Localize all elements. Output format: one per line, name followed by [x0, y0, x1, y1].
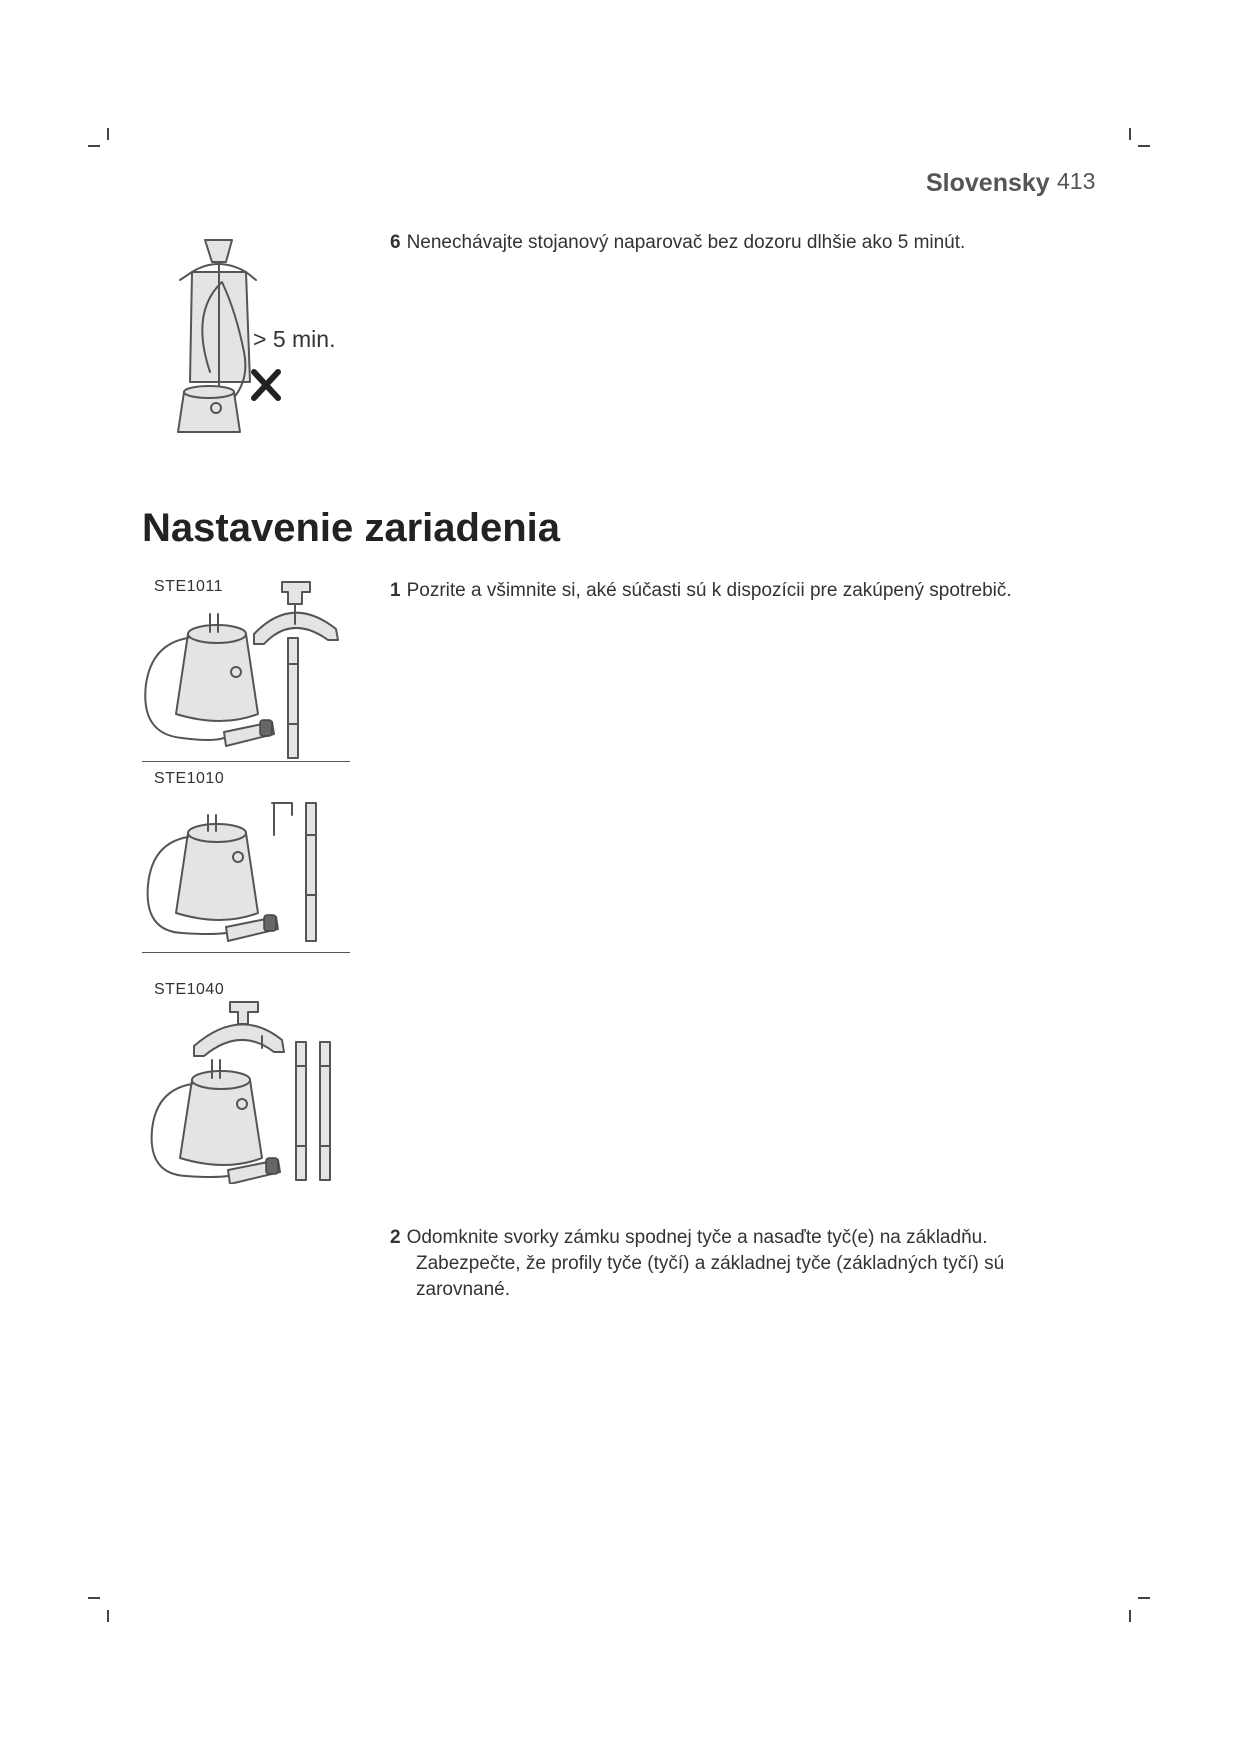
crop-mark-top-right-v — [1129, 128, 1131, 140]
time-limit-label: > 5 min. — [253, 326, 336, 352]
step-2 — [390, 1225, 1004, 1303]
step-2-line-3: zarovnané. — [416, 1279, 511, 1300]
step-2-line-1: Odomknite svorky zámku spodnej tyče a nasaďte tyč(e) na základňu. — [406, 1227, 988, 1248]
header-language: Slovensky — [926, 169, 1050, 197]
step-2-number: 2 — [390, 1227, 401, 1248]
step-6 — [390, 230, 965, 256]
crop-mark-top-right-h — [1138, 145, 1150, 147]
crop-mark-bottom-right-h — [1138, 1597, 1150, 1599]
ste1010-parts-illustration — [142, 795, 352, 945]
crop-mark-bottom-right-v — [1129, 1610, 1131, 1622]
step-1 — [390, 578, 1012, 604]
page-number: 413 — [1057, 168, 1096, 194]
model-label-ste1040: STE1040 — [154, 981, 225, 998]
crop-mark-bottom-left-h — [88, 1597, 100, 1599]
model-label-ste1010: STE1010 — [154, 770, 225, 787]
crop-mark-top-left-h — [88, 145, 100, 147]
ste1011-parts-illustration — [142, 574, 352, 759]
ste1040-parts-illustration — [142, 996, 352, 1184]
section-title: Nastavenie zariadenia — [142, 506, 560, 550]
step-1-text: Pozrite a všimnite si, aké súčasti sú k dispozícii pre zakúpený spotrebič. — [406, 580, 1012, 601]
step-2-line-2: Zabezpečte, že profily tyče (tyčí) a základnej tyče (základných tyčí) sú — [416, 1253, 1005, 1274]
crop-mark-bottom-left-v — [107, 1610, 109, 1622]
step-6-number: 6 — [390, 232, 401, 253]
model-divider-2 — [142, 952, 350, 953]
step-6-text: Nenechávajte stojanový naparovač bez dozoru dlhšie ako 5 minút. — [406, 232, 966, 253]
step-1-number: 1 — [390, 580, 401, 601]
crop-mark-top-left-v — [107, 128, 109, 140]
model-divider-1 — [142, 761, 350, 762]
model-label-ste1011: STE1011 — [154, 578, 224, 595]
